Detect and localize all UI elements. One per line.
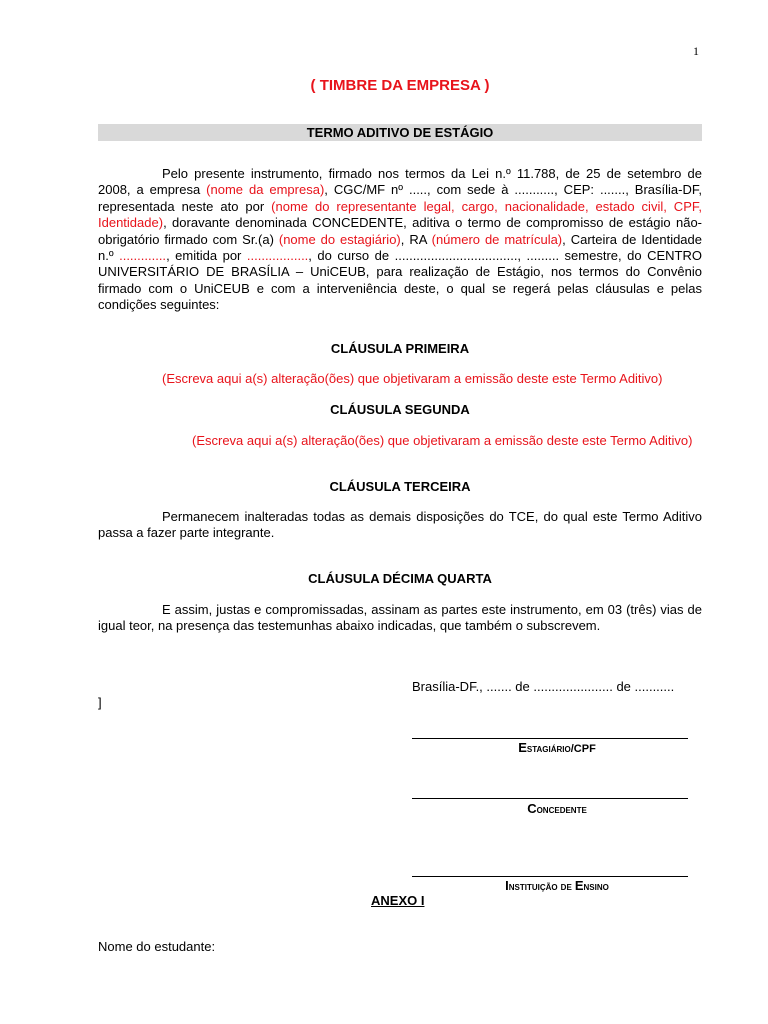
clause-fourteenth-text: E assim, justas e compromissadas, assinam as partes este instrumento, em 03 (três) vias de igual teor, na presença das testemunhas abaixo indicadas, que também o subscrevem. (98, 602, 702, 634)
clause-second-title: CLÁUSULA SEGUNDA (330, 402, 470, 417)
letterhead-placeholder: ( TIMBRE DA EMPRESA ) (310, 77, 490, 94)
signature-line-institution (412, 876, 688, 877)
signature-label-institution: Instituição de Ensino (505, 878, 609, 893)
intro-text: , emitida por (166, 248, 247, 264)
annex-title: ANEXO I (371, 893, 425, 908)
clause-third-title: CLÁUSULA TERCEIRA (329, 479, 471, 494)
intro-text: Pelo presente instrumento, firmado nos termos da Lei n.º 11.788, de 25 de setembro de 2008, a empresa (98, 166, 702, 198)
page-number: 1 (693, 44, 699, 58)
signature-label-intern: Estagiário/CPF (518, 740, 596, 755)
clause-first-title: CLÁUSULA PRIMEIRA (330, 341, 470, 356)
intro-text: , Carteira de Identidade n.º (98, 231, 702, 264)
intro-text: , CGC/MF nº ....., com sede à ..........., CEP: ......., Brasília-DF, representada neste ato por (98, 182, 702, 214)
clause-third-text: Permanecem inalteradas todas as demais disposições do TCE, do qual este Termo Aditivo passa a fazer parte integrante. (98, 509, 702, 541)
signature-line-intern (412, 738, 688, 739)
clause-fourteenth-title: CLÁUSULA DÉCIMA QUARTA (308, 571, 492, 586)
representative-placeholder: (nome do representante legal, cargo, nacionalidade, estado civil, CPF, Identidade) (98, 198, 702, 231)
company-name-placeholder: (nome da empresa) (206, 182, 325, 198)
id-number-placeholder: ............. (119, 248, 167, 264)
intro-text: , RA (400, 231, 432, 247)
signature-line-grantor (412, 798, 688, 799)
issuer-placeholder: ................. (246, 248, 309, 264)
intro-text: , doravante denominada CONCEDENTE, aditiva o termo de compromisso de estágio não-obrigatório firmado com Sr.(a) (98, 215, 702, 247)
date-line: Brasília-DF., ....... de ...................... de ........... (412, 679, 675, 694)
bracket-mark: ] (98, 695, 102, 710)
clause-first-text: (Escreva aqui a(s) alteração(ões) que objetivaram a emissão deste este Termo Aditivo) (162, 371, 663, 386)
document-title: TERMO ADITIVO DE ESTÁGIO (306, 125, 494, 140)
clause-second-text: (Escreva aqui a(s) alteração(ões) que objetivaram a emissão deste este Termo Aditivo) (192, 433, 693, 448)
intern-name-placeholder: (nome do estagiário) (278, 231, 401, 247)
registration-number-placeholder: (número de matrícula) (431, 231, 563, 247)
student-name-label: Nome do estudante: (98, 939, 216, 954)
signature-label-grantor: Concedente (527, 801, 587, 816)
intro-text: , do curso de .................................., ......... semestre, do CENTRO UNIVERSITÁRIO DE BRASÍLIA – UniCEUB, para realização de Estágio, nos termos do Convênio firmado com o UniCEUB e com a interveniência deste, o qual se regerá pelas cláusulas e pelas condições seguintes: (98, 248, 702, 313)
intro-paragraph (98, 166, 702, 314)
